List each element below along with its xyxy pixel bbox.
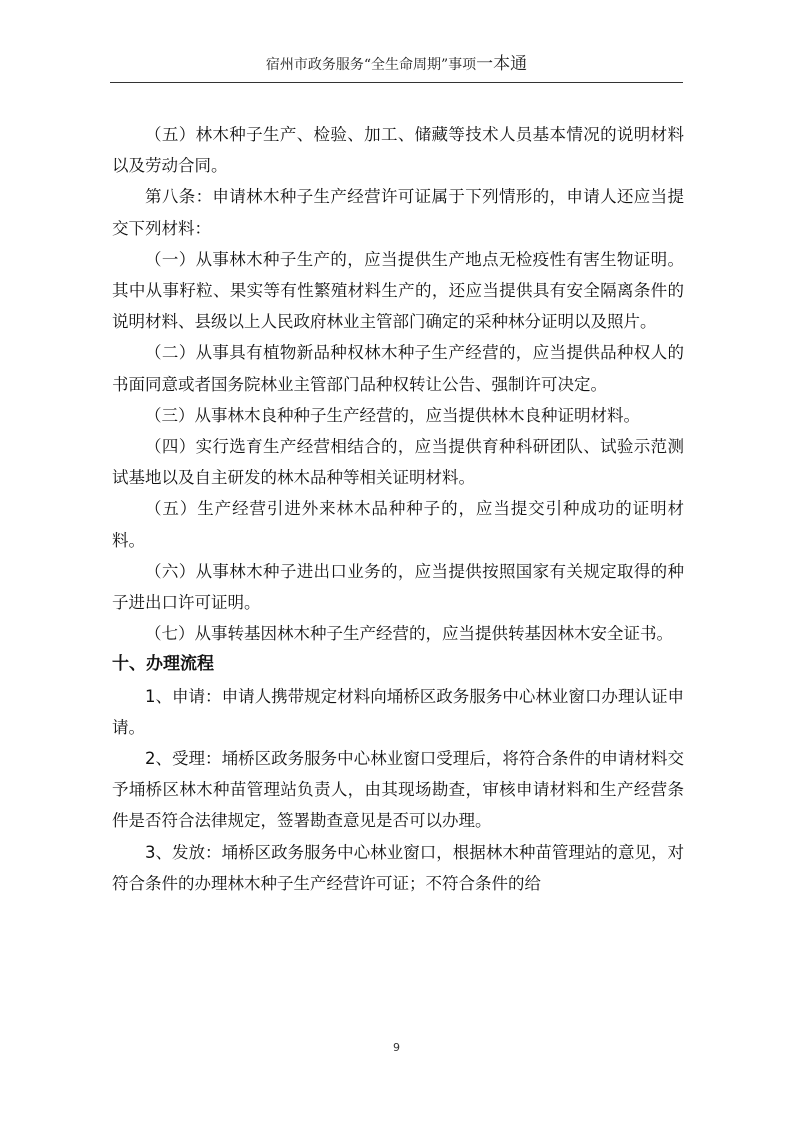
paragraph-clause-2: （二）从事具有植物新品种权林木种子生产经营的，应当提供品种权人的书面同意或者国务院林业主管部门品种权转让公告、强制许可决定。 xyxy=(112,343,684,394)
step-apply: 1、申请：申请人携带规定材料向埇桥区政务服务中心林业窗口办理认证申请。 xyxy=(112,686,684,737)
page-header xyxy=(110,54,683,75)
paragraph-article-8: 第八条：申请林木种子生产经营许可证属于下列情形的，申请人还应当提交下列材料： xyxy=(112,187,684,238)
paragraph-clause-3: （三）从事林木良种种子生产经营的，应当提供林木良种证明材料。 xyxy=(145,405,640,425)
page-number: 9 xyxy=(393,1041,400,1054)
document-body xyxy=(112,119,684,899)
paragraph-clause-1: （一）从事林木种子生产的，应当提供生产地点无检疫性有害生物证明。其中从事籽粒、果实等有性繁殖材料生产的，还应当提供具有安全隔离条件的说明材料、县级以上人民政府林业主管部门确定的采种林分证明以及照片。 xyxy=(112,249,684,332)
step-issue: 3、发放：埇桥区政务服务中心林业窗口，根据林木种苗管理站的意见，对符合条件的办理林木种子生产经营许可证；不符合条件的给 xyxy=(112,842,684,893)
paragraph-clause-6: （六）从事林木种子进出口业务的，应当提供按照国家有关规定取得的种子进出口许可证明。 xyxy=(112,561,684,613)
section-title: 十、办理流程 xyxy=(112,654,214,675)
paragraph-clause-5: （五）生产经营引进外来林木品种种子的，应当提交引种成功的证明材料。 xyxy=(112,499,684,550)
step-accept: 2、受理：埇桥区政务服务中心林业窗口受理后，将符合条件的申请材料交予埇桥区林木种苗管理站负责人，由其现场勘查，审核申请材料和生产经营条件是否符合法律规定，签署勘查意见是否可以办理。 xyxy=(112,749,684,831)
header-prefix: 宿州市政务服务“全生命周期”事项 xyxy=(265,57,477,73)
paragraph-clause-4: （四）实行选育生产经营相结合的，应当提供育种科研团队、试验示范测试基地以及自主研发的林木品种等相关证明材料。 xyxy=(112,437,684,488)
paragraph-item-5-materials: （五）林木种子生产、检验、加工、储藏等技术人员基本情况的说明材料以及劳动合同。 xyxy=(112,125,684,176)
header-rule xyxy=(110,82,683,83)
header-suffix: 一本通 xyxy=(476,54,528,74)
paragraph-clause-7: （七）从事转基因林木种子生产经营的，应当提供转基因林木安全证书。 xyxy=(145,624,673,644)
